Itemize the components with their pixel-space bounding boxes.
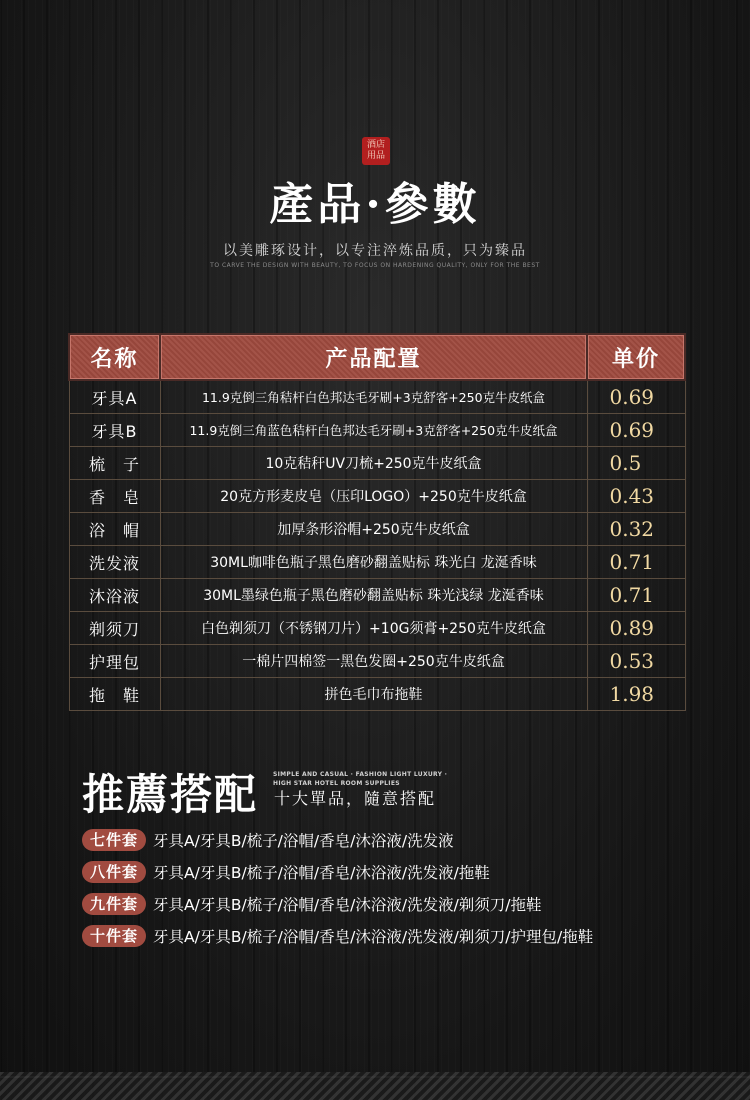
- seal-line-2: 用品: [366, 151, 385, 161]
- set-items: 牙具A/牙具B/梳子/浴帽/香皂/沐浴液/洗发液/拖鞋: [153, 864, 490, 882]
- product-price: 0.71: [587, 546, 685, 579]
- table-row: [69, 645, 685, 678]
- header-name: 名称: [69, 334, 160, 380]
- product-name: 牙具B: [69, 414, 160, 447]
- product-config: 30ML咖啡色瓶子黑色磨砂翻盖贴标 珠光白 龙涎香味: [160, 546, 587, 579]
- product-config: 11.9克倒三角蓝色秸杆白色邦达毛牙刷+3克舒客+250克牛皮纸盒: [160, 414, 587, 447]
- table-row: [69, 414, 685, 447]
- product-name: 牙具A: [69, 380, 160, 414]
- header-config: 产品配置: [160, 334, 587, 380]
- product-config: 11.9克倒三角秸杆白色邦达毛牙刷+3克舒客+250克牛皮纸盒: [160, 380, 587, 414]
- page-title: 產品·參數: [269, 179, 481, 230]
- bottom-decorative-border: [0, 1072, 750, 1100]
- product-config: 拼色毛巾布拖鞋: [160, 678, 587, 711]
- table-row: [69, 480, 685, 513]
- product-price: 0.43: [587, 480, 685, 513]
- page-subtitle-en: TO CARVE THE DESIGN WITH BEAUTY, TO FOCUS ON HARDENING QUALITY, ONLY FOR THE BEST: [210, 262, 540, 269]
- product-config: 一棉片四棉签一黑色发圈+250克牛皮纸盒: [160, 645, 587, 678]
- product-name: 洗发液: [69, 546, 160, 579]
- product-name: 拖 鞋: [69, 678, 160, 711]
- set-badge: 七件套: [82, 829, 146, 851]
- table-row: [69, 678, 685, 711]
- product-config: 加厚条形浴帽+250克牛皮纸盒: [160, 513, 587, 546]
- set-badge: 八件套: [82, 861, 146, 883]
- set-items: 牙具A/牙具B/梳子/浴帽/香皂/沐浴液/洗发液: [153, 832, 454, 850]
- product-config: 20克方形麦皮皂（压印LOGO）+250克牛皮纸盒: [160, 480, 587, 513]
- table-header-row: [69, 334, 685, 380]
- page-subtitle: 以美雕琢设计，以专注淬炼品质，只为臻品: [223, 243, 527, 259]
- set-row-ten: [82, 924, 593, 948]
- table-row: [69, 380, 685, 414]
- seal-stamp: [362, 137, 390, 165]
- product-price: 0.89: [587, 612, 685, 645]
- product-name: 护理包: [69, 645, 160, 678]
- recommend-subtitle: 十大單品，隨意搭配: [274, 789, 437, 808]
- product-name: 沐浴液: [69, 579, 160, 612]
- product-price: 0.69: [587, 380, 685, 414]
- product-name: 香 皂: [69, 480, 160, 513]
- product-config: 白色剃须刀（不锈钢刀片）+10G须膏+250克牛皮纸盒: [160, 612, 587, 645]
- seal-line-1: 酒店: [366, 140, 385, 150]
- product-price: 0.32: [587, 513, 685, 546]
- table-row: [69, 447, 685, 480]
- product-price: 0.5: [587, 447, 685, 480]
- product-price: 0.71: [587, 579, 685, 612]
- set-items: 牙具A/牙具B/梳子/浴帽/香皂/沐浴液/洗发液/剃须刀/拖鞋: [153, 896, 542, 914]
- table-row: [69, 546, 685, 579]
- recommend-en-line-2: HIGH STAR HOTEL ROOM SUPPLIES: [273, 780, 400, 787]
- set-row-eight: [82, 860, 490, 884]
- set-row-nine: [82, 892, 542, 916]
- table-row: [69, 513, 685, 546]
- header-price: 单价: [587, 334, 685, 380]
- product-price: 1.98: [587, 678, 685, 711]
- product-name: 浴 帽: [69, 513, 160, 546]
- set-items: 牙具A/牙具B/梳子/浴帽/香皂/沐浴液/洗发液/剃须刀/护理包/拖鞋: [153, 928, 594, 946]
- product-config: 30ML墨绿色瓶子黑色磨砂翻盖贴标 珠光浅绿 龙涎香味: [160, 579, 587, 612]
- recommend-en-line-1: SIMPLE AND CASUAL · FASHION LIGHT LUXURY ·: [273, 771, 448, 778]
- set-badge: 九件套: [82, 893, 146, 915]
- product-config: 10克秸秆UV刀梳+250克牛皮纸盒: [160, 447, 587, 480]
- product-name: 剃须刀: [69, 612, 160, 645]
- product-spec-table: [68, 333, 686, 711]
- table-row: [69, 579, 685, 612]
- product-price: 0.69: [587, 414, 685, 447]
- table-row: [69, 612, 685, 645]
- product-price: 0.53: [587, 645, 685, 678]
- product-name: 梳 子: [69, 447, 160, 480]
- recommend-title: 推薦搭配: [82, 770, 259, 819]
- set-badge: 十件套: [82, 925, 146, 947]
- set-row-seven: [82, 828, 454, 852]
